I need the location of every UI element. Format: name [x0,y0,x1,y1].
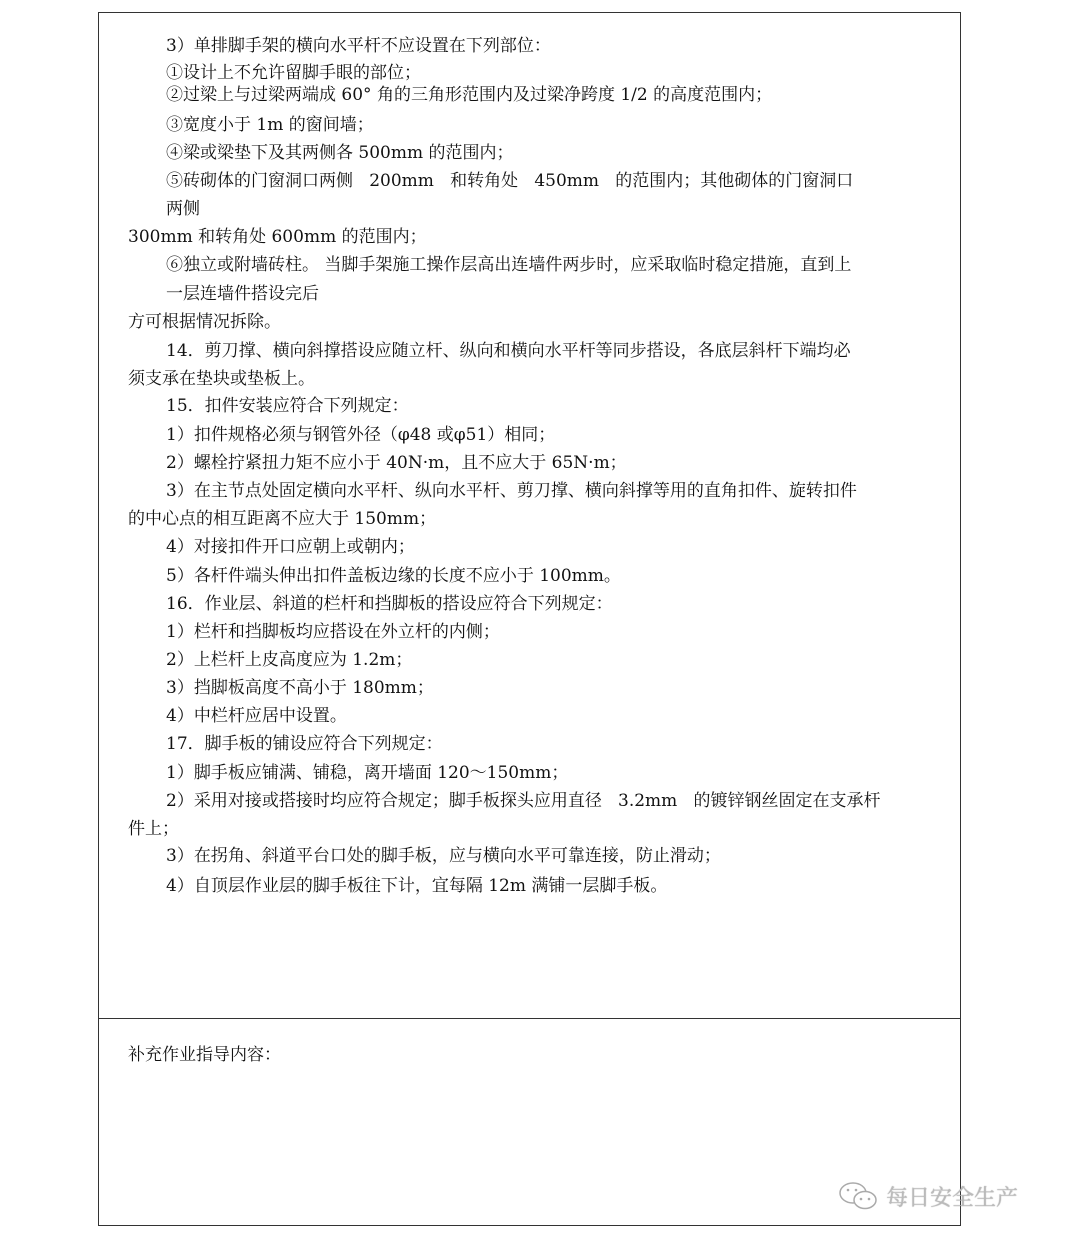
wechat-icon [838,1180,880,1212]
text-line: ②过梁上与过梁两端成 60° 角的三角形范围内及过梁净跨度 1/2 的高度范围内； [166,85,773,105]
text-line: ④梁或梁垫下及其两侧各 500mm 的范围内； [166,143,514,163]
text-line: 的中心点的相互距离不应大于 150mm； [128,509,437,529]
text-line: 5）各杆件端头伸出扣件盖板边缘的长度不应小于 100mm。 [166,566,621,586]
text-line: 3）在主节点处固定横向水平杆、纵向水平杆、剪刀撑、横向斜撑等用的直角扣件、旋转扣件 [166,481,857,501]
text-line: 2）采用对接或搭接时均应符合规定；脚手板探头应用直径 3.2mm 的镀锌钢丝固定在支承杆 [166,791,881,811]
watermark-text: 每日安全生产 [886,1185,1019,1211]
section-divider [98,1018,961,1019]
text-line: ⑥独立或附墙砖柱。 当脚手架施工操作层高出连墙件两步时，应采取临时稳定措施，直到上 [166,255,852,275]
text-line: ①设计上不允许留脚手眼的部位； [166,63,421,83]
text-line: 件上； [128,819,179,839]
supplement-label: 补充作业指导内容： [128,1045,281,1065]
text-line: 4）自顶层作业层的脚手板往下计，宜每隔 12m 满铺一层脚手板。 [166,876,668,896]
text-line: 4）对接扣件开口应朝上或朝内； [166,537,415,557]
text-line: 3）单排脚手架的横向水平杆不应设置在下列部位： [166,36,551,56]
text-line: 4）中栏杆应居中设置。 [166,706,347,726]
text-line: 14．剪刀撑、横向斜撑搭设应随立杆、纵向和横向水平杆等同步搭设，各底层斜杆下端均必 [166,341,851,361]
text-line: 须支承在垫块或垫板上。 [128,369,315,389]
text-line: 2）螺栓拧紧扭力矩不应小于 40N·m，且不应大于 65N·m； [166,453,627,473]
text-line: 300mm 和转角处 600mm 的范围内； [128,227,427,247]
text-line: 方可根据情况拆除。 [128,312,281,332]
text-line: 3）在拐角、斜道平台口处的脚手板，应与横向水平可靠连接，防止滑动； [166,846,721,866]
text-line: 1）扣件规格必须与钢管外径（φ48 或φ51）相同； [166,425,556,445]
text-line: 一层连墙件搭设完后 [166,284,319,304]
text-line: 1）脚手板应铺满、铺稳，离开墙面 120～150mm； [166,763,569,783]
text-line: 16．作业层、斜道的栏杆和挡脚板的搭设应符合下列规定： [166,594,613,614]
text-line: 2）上栏杆上皮高度应为 1.2m； [166,650,413,670]
text-line: 1）栏杆和挡脚板均应搭设在外立杆的内侧； [166,622,500,642]
text-line: 两侧 [166,199,200,219]
text-line: 3）挡脚板高度不高小于 180mm； [166,678,434,698]
text-line: 17．脚手板的铺设应符合下列规定： [166,734,443,754]
text-line: 15．扣件安装应符合下列规定： [166,396,409,416]
document-frame [98,12,961,1226]
text-line: ③宽度小于 1m 的窗间墙； [166,115,374,135]
text-line: ⑤砖砌体的门窗洞口两侧 200mm 和转角处 450mm 的范围内；其他砌体的门窗洞口 [166,171,854,191]
watermark [838,1180,1018,1212]
